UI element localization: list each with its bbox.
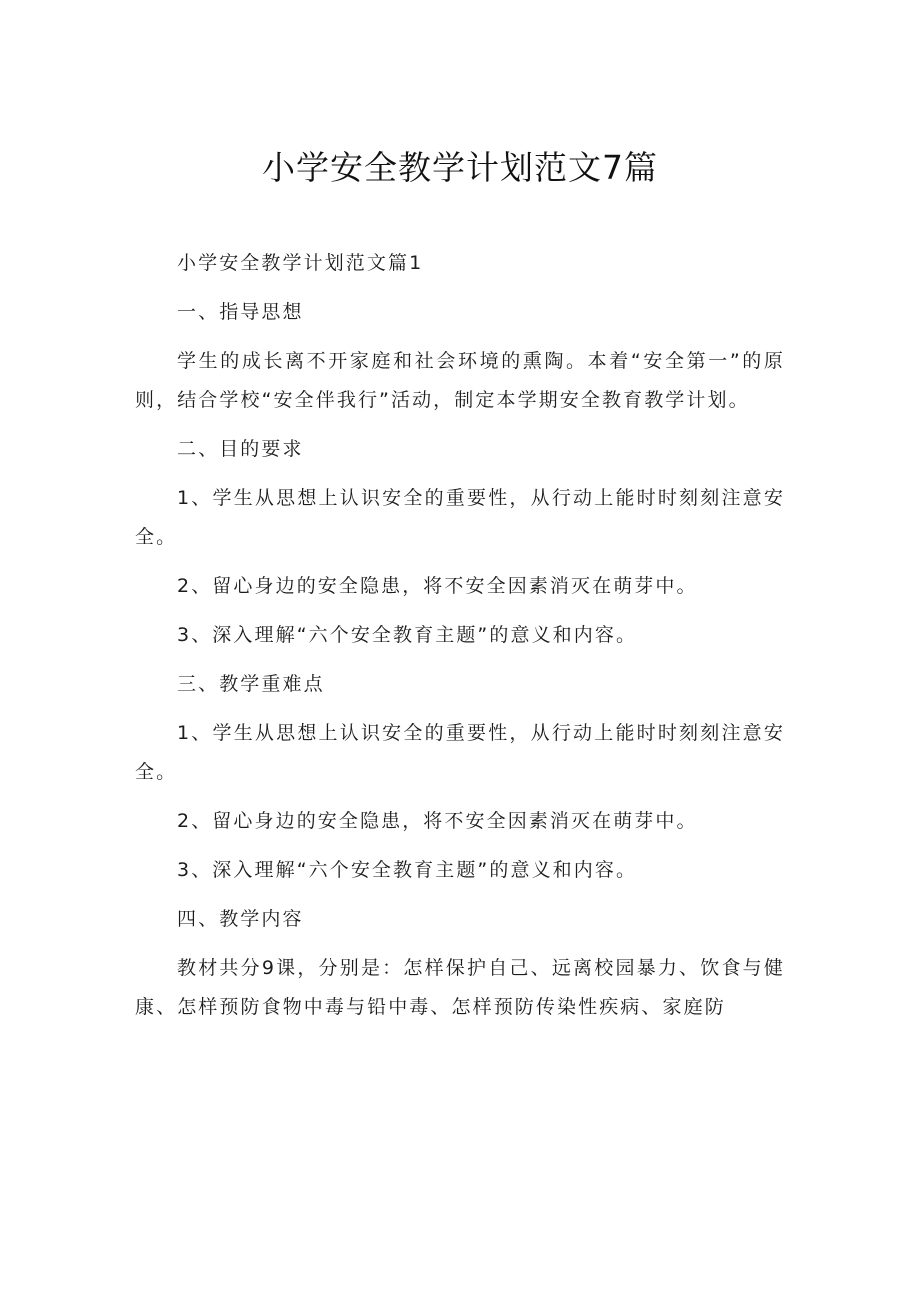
section-subtitle: 小学安全教学计划范文篇1 xyxy=(177,252,424,274)
document-title: 小学安全教学计划范文7篇 xyxy=(262,148,658,187)
objective-item-2: 2、留心身边的安全隐患，将不安全因素消灭在萌芽中。 xyxy=(177,575,698,597)
key-point-item-2: 2、留心身边的安全隐患，将不安全因素消灭在萌芽中。 xyxy=(177,810,698,832)
heading-teaching-content: 四、教学内容 xyxy=(177,908,304,930)
paragraph-teaching-content: 教材共分9课，分别是：怎样保护自己、远离校园暴力、饮食与健康、怎样预防食物中毒与铅中毒、怎样预防传染性疾病、家庭防 xyxy=(135,957,785,1018)
document-body xyxy=(135,244,785,1037)
paragraph-guiding-ideology: 学生的成长离不开家庭和社会环境的熏陶。本着“安全第一”的原则，结合学校“安全伴我行”活动，制定本学期安全教育教学计划。 xyxy=(135,350,785,411)
key-point-item-1: 1、学生从思想上认识安全的重要性，从行动上能时时刻刻注意安全。 xyxy=(135,722,785,783)
heading-guiding-ideology: 一、指导思想 xyxy=(177,301,304,323)
objective-item-3: 3、深入理解“六个安全教育主题”的意义和内容。 xyxy=(177,624,638,646)
heading-objectives: 二、目的要求 xyxy=(177,438,304,460)
key-point-item-3: 3、深入理解“六个安全教育主题”的意义和内容。 xyxy=(177,859,638,881)
heading-key-points: 三、教学重难点 xyxy=(177,673,325,695)
objective-item-1: 1、学生从思想上认识安全的重要性，从行动上能时时刻刻注意安全。 xyxy=(135,487,785,548)
